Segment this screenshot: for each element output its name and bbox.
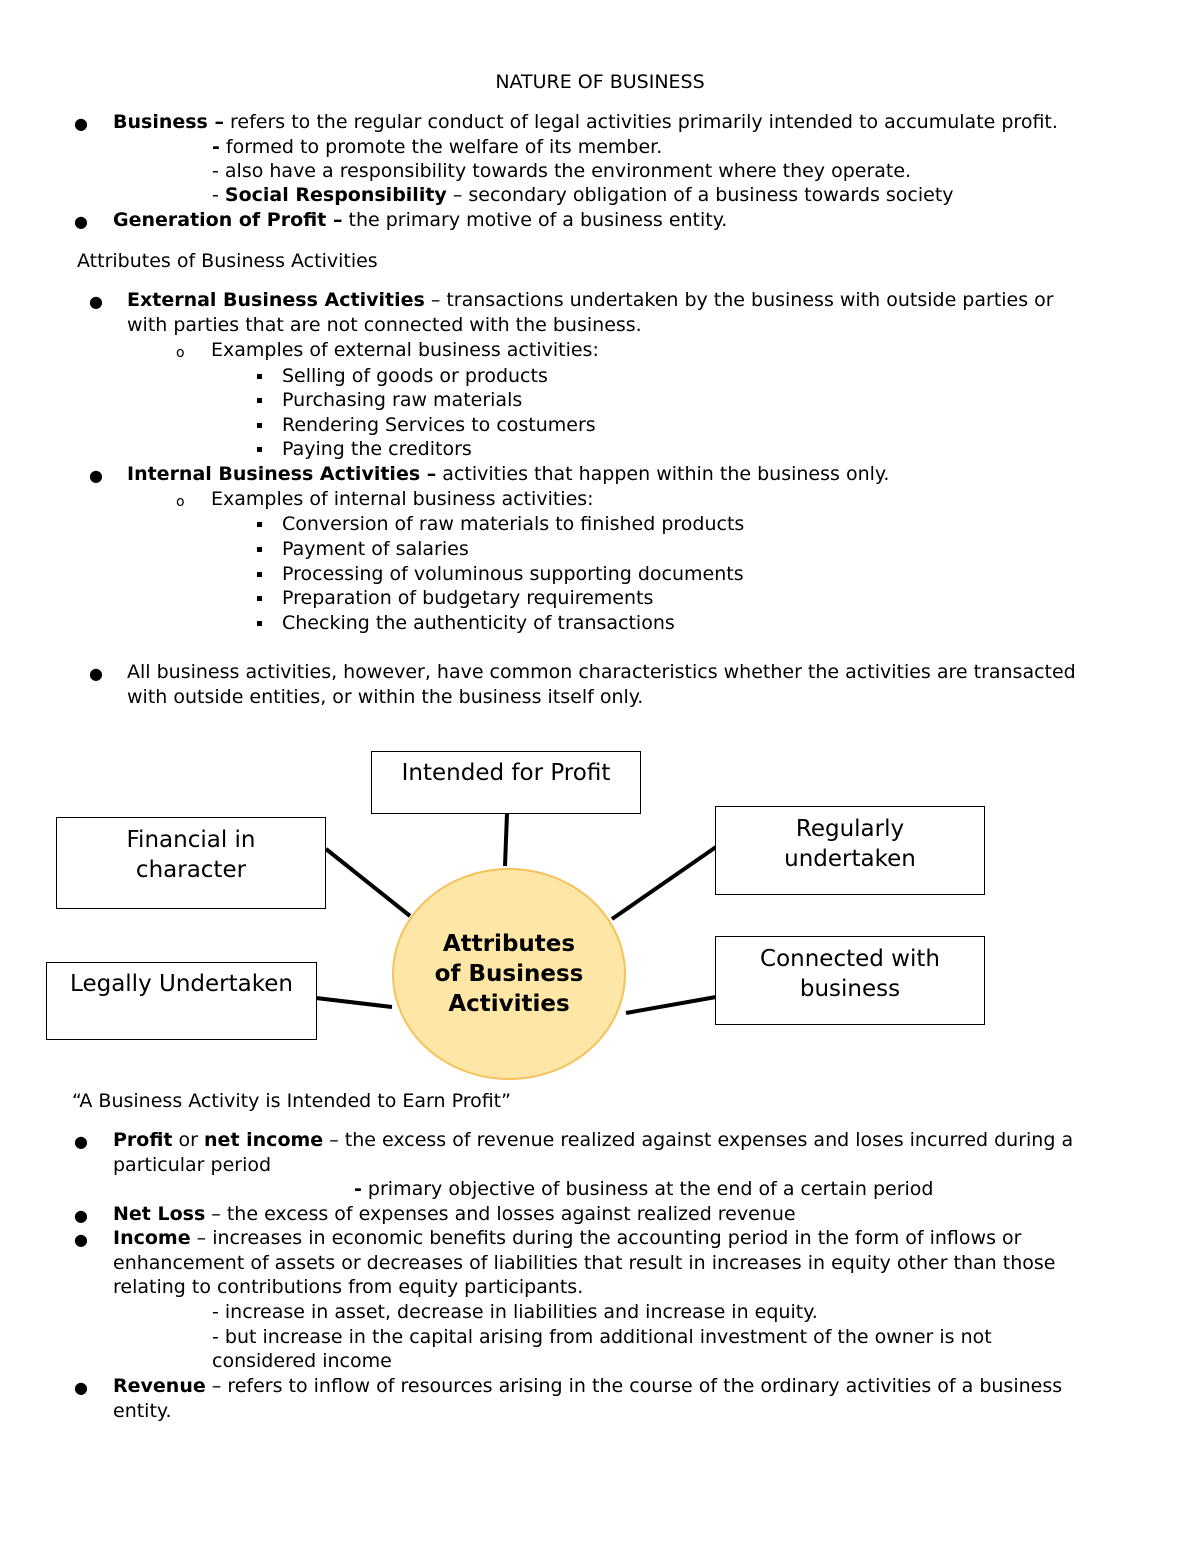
attribute-label: character [135, 857, 247, 883]
profit-sub-item: - primary objective of business at the end of a certain period [354, 1178, 934, 1200]
bullet: ● [89, 664, 103, 683]
list-item: Conversion of raw materials to finished products [282, 513, 745, 535]
bullet: ● [74, 212, 88, 231]
common-characteristics-continued: with outside entities, or within the business itself only. [127, 686, 644, 708]
connector-right-bottom [626, 997, 716, 1013]
attribute-box-legally-undertaken [46, 962, 317, 1040]
list-item: Processing of voluminous supporting documents [282, 563, 744, 585]
connector-top [505, 813, 507, 866]
bullet: ● [74, 1132, 88, 1151]
business-sub-item: - Social Responsibility – secondary obligation of a business towards society [212, 184, 954, 206]
revenue-definition-continued: entity. [113, 1400, 172, 1422]
bullet: ● [89, 466, 103, 485]
income-definition: Income – increases in economic benefits during the accounting period in the form of inflows or [113, 1227, 1022, 1249]
bullet: ● [74, 114, 88, 133]
profit-definition: Profit or net income – the excess of revenue realized against expenses and loses incurred during a [113, 1129, 1074, 1151]
center-label: of Business [434, 961, 584, 987]
business-sub-item: - also have a responsibility towards the environment where they operate. [212, 160, 912, 182]
common-characteristics: All business activities, however, have common characteristics whether the activities are transacted [127, 661, 1076, 683]
income-definition-continued: relating to contributions from equity participants. [113, 1276, 584, 1298]
circle-bullet: o [176, 494, 185, 510]
connector-left-bottom [316, 998, 392, 1007]
income-sub-item: - but increase in the capital arising from additional investment of the owner is not [212, 1326, 992, 1348]
connector-right-top [612, 847, 716, 919]
income-definition-continued: enhancement of assets or decreases of liabilities that result in increases in equity other than those [113, 1252, 1056, 1274]
internal-activities-item: Internal Business Activities – activities that happen within the business only. [127, 463, 890, 485]
list-item: Checking the authenticity of transactions [282, 612, 675, 634]
attributes-center-circle [392, 868, 626, 1080]
attribute-label: Intended for Profit [401, 760, 611, 786]
list-item: Paying the creditors [282, 438, 472, 460]
external-activities-item: External Business Activities – transactions undertaken by the business with outside parties or [127, 289, 1054, 311]
bullet: ● [89, 292, 103, 311]
quote: “A Business Activity is Intended to Earn Profit” [72, 1090, 511, 1112]
revenue-definition: Revenue – refers to inflow of resources arising in the course of the ordinary activities of a business [113, 1375, 1063, 1397]
center-label: Activities [448, 991, 570, 1017]
attribute-label: undertaken [784, 846, 916, 872]
list-item: Selling of goods or products [282, 365, 548, 387]
circle-bullet: o [176, 345, 185, 361]
business-definition: Business – refers to the regular conduct of legal activities primarily intended to accumulate profit. [113, 111, 1058, 133]
attribute-box-connected-with-business [715, 936, 985, 1025]
section-heading: Attributes of Business Activities [77, 250, 378, 272]
attribute-box-regularly-undertaken [715, 806, 985, 895]
bullet: ● [74, 1378, 88, 1397]
attribute-label: Legally Undertaken [70, 971, 293, 997]
business-sub-item: - formed to promote the welfare of its member. [212, 136, 663, 158]
net-loss-definition: Net Loss – the excess of expenses and losses against realized revenue [113, 1203, 796, 1225]
income-sub-item: - increase in asset, decrease in liabilities and increase in equity. [212, 1301, 818, 1323]
connector-left-top [326, 849, 410, 916]
list-item: Preparation of budgetary requirements [282, 587, 654, 609]
attribute-label: Financial in [126, 827, 256, 853]
attribute-box-intended-for-profit [371, 751, 641, 814]
profit-definition-continued: particular period [113, 1154, 272, 1176]
external-activities-continued: with parties that are not connected with the business. [127, 314, 642, 336]
list-item: Purchasing raw materials [282, 389, 523, 411]
examples-label: Examples of external business activities: [211, 339, 599, 361]
attribute-label: Regularly [795, 816, 905, 842]
bullet: ● [74, 1206, 88, 1225]
bullet: ● [74, 1230, 88, 1249]
list-item: Payment of salaries [282, 538, 469, 560]
profit-generation-item: Generation of Profit – the primary motive of a business entity. [113, 209, 728, 231]
attribute-label: business [799, 976, 901, 1002]
page-title: NATURE OF BUSINESS [495, 71, 705, 93]
attribute-box-financial-in-character [56, 817, 326, 909]
list-item: Rendering Services to costumers [282, 414, 596, 436]
attribute-label: Connected with [760, 946, 940, 972]
income-sub-item-continued: considered income [212, 1350, 392, 1372]
examples-label: Examples of internal business activities: [211, 488, 594, 510]
center-label: Attributes [442, 931, 576, 957]
